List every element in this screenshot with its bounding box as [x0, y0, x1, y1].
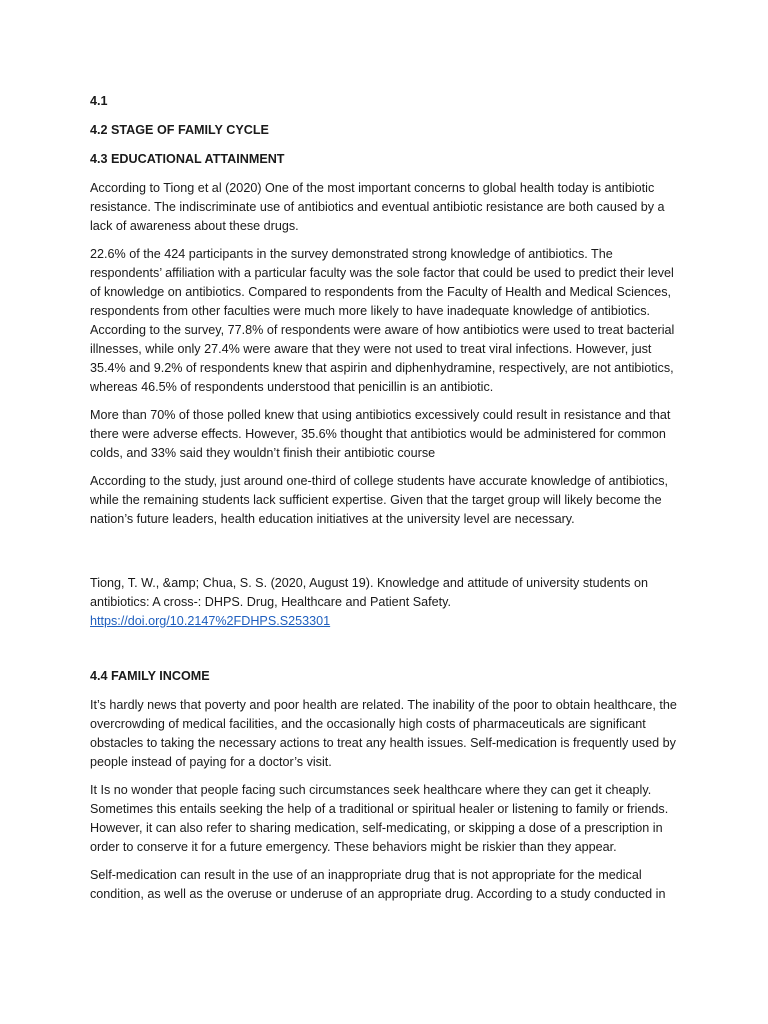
paragraph-4-3-resistance: More than 70% of those polled knew that using antibiotics excessively could result in resistance and that there were adverse effects. However, 35.6% thought that antibiotics would be administered for common colds, and 33% said they wouldn’t finish their antibiotic course	[90, 408, 671, 460]
blank-space	[90, 538, 678, 574]
paragraph-4-3-conclusion: According to the study, just around one-third of college students have accurate knowledge of antibiotics, while the remaining students lack sufficient expertise. Given that the target group will likely become the nation’s future leaders, health education initiatives at the university level are necessary.	[90, 474, 669, 526]
paragraph-4-4-self-medication: Self-medication can result in the use of an inappropriate drug that is not appropriate for the medical condition, as well as the overuse or underuse of an appropriate drug. According to a study conducted in	[90, 868, 666, 901]
reference-citation: Tiong, T. W., &amp; Chua, S. S. (2020, August 19). Knowledge and attitude of university students on antibiotics: A cross-: DHPS. Drug, Healthcare and Patient Safety.	[90, 576, 648, 609]
reference-doi-link[interactable]: https://doi.org/10.2147%2FDHPS.S253301	[90, 614, 331, 628]
paragraph-4-4-cheap-healthcare: It Is no wonder that people facing such circumstances seek healthcare where they can get it cheaply. Sometimes this entails seeking the help of a traditional or spiritual healer or listening to family or friends. However, it can also refer to sharing medication, self-medicating, or skipping a dose of a prescription in order to conserve it for a future emergency. These behaviors might be riskier than they appear.	[90, 783, 669, 854]
paragraph-4-3-survey: 22.6% of the 424 participants in the survey demonstrated strong knowledge of antibiotics. The respondents’ affiliation with a particular faculty was the sole factor that could be used to predict their level of knowledge on antibiotics. Compared to respondents from the Faculty of Health and Medical Sciences, respondents from other faculties were much more likely to have inadequate knowledge of antibiotics. According to the survey, 77.8% of respondents were aware of how antibiotics were used to treat bacterial illnesses, while only 27.4% were aware that they were not used to treat viral infections. However, just 35.4% and 9.2% of respondents knew that aspirin and diphenhydramine, respectively, are not antibiotics, whereas 46.5% of respondents understood that penicillin is an antibiotic.	[90, 247, 675, 394]
paragraph-4-3-intro: According to Tiong et al (2020) One of the most important concerns to global health today is antibiotic resistance. The indiscriminate use of antibiotics and eventual antibiotic resistance are both caused by a lack of awareness about these drugs.	[90, 181, 665, 233]
blank-space	[90, 631, 678, 667]
paragraph-4-4-poverty: It’s hardly news that poverty and poor health are related. The inability of the poor to obtain healthcare, the overcrowding of medical facilities, and the occasionally high costs of pharmaceuticals are significant obstacles to taking the necessary actions to treat any health issues. Self-medication is frequently used by people instead of paying for a doctor’s visit.	[90, 698, 677, 769]
heading-4-3: 4.3 EDUCATIONAL ATTAINMENT	[90, 152, 285, 166]
document-body	[90, 92, 678, 913]
heading-4-2: 4.2 STAGE OF FAMILY CYCLE	[90, 123, 269, 137]
heading-4-1: 4.1	[90, 94, 108, 108]
heading-4-4: 4.4 FAMILY INCOME	[90, 669, 210, 683]
